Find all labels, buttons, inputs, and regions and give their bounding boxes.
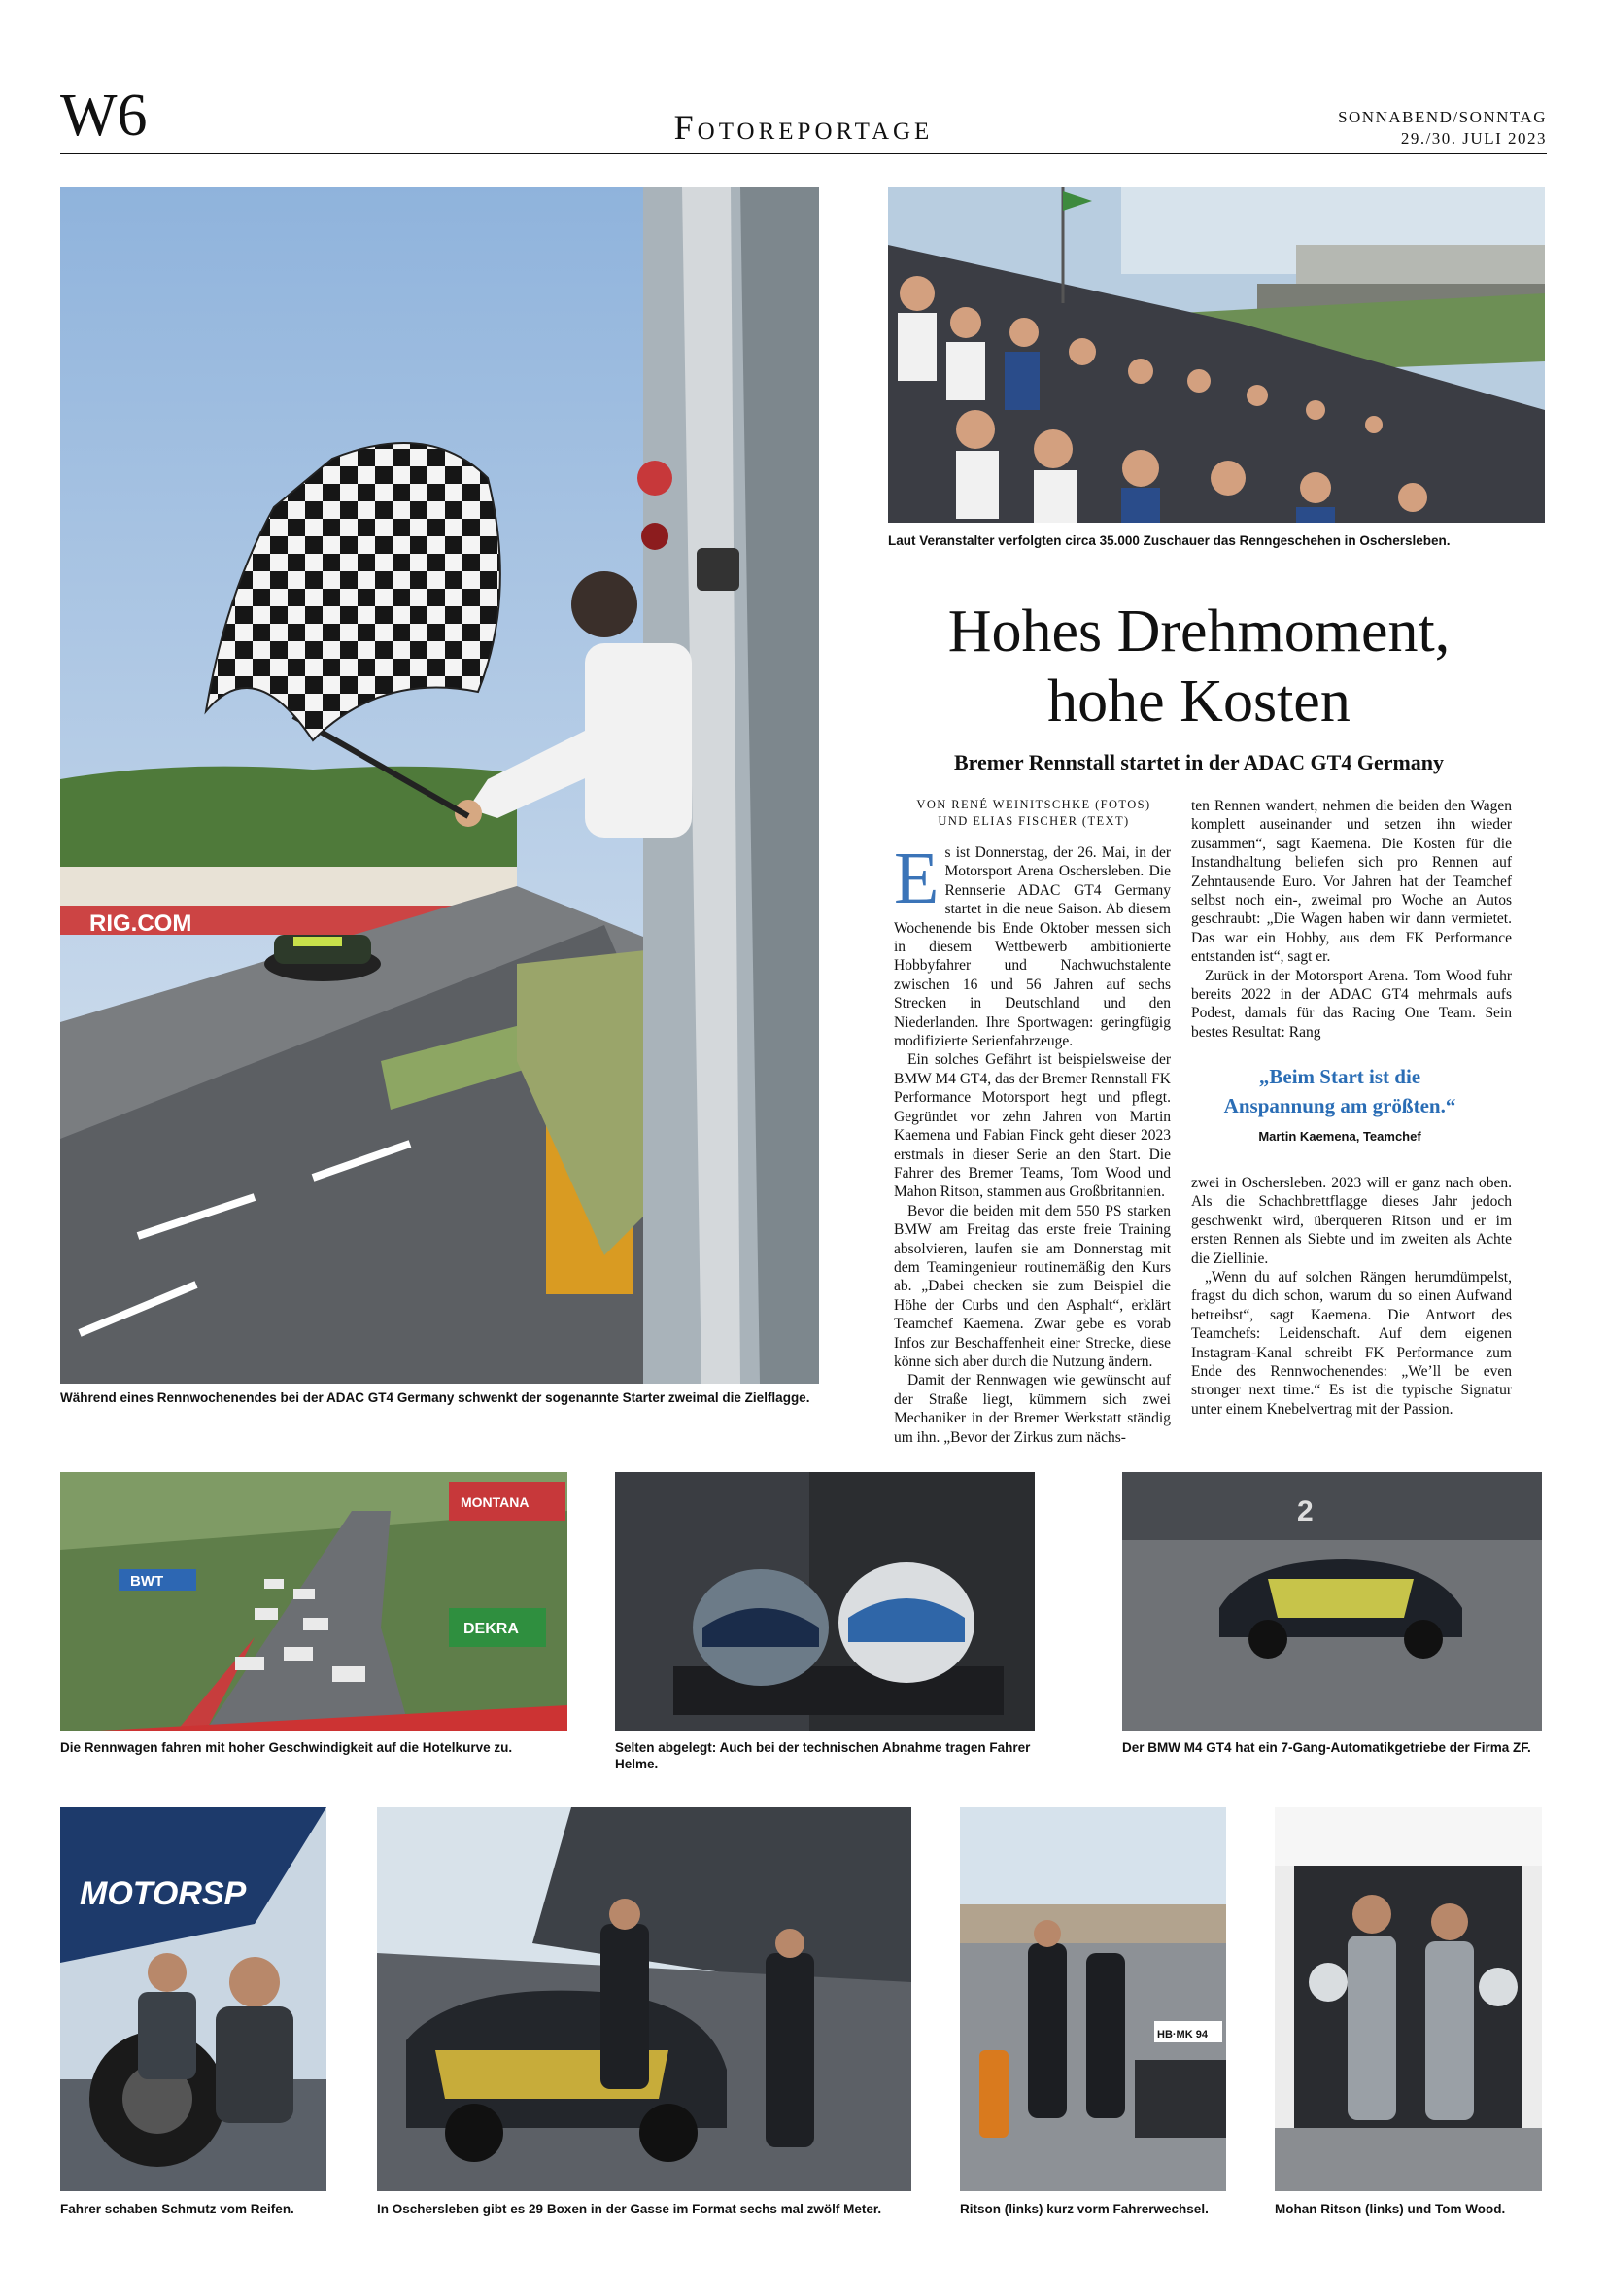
- headline-line2: hohe Kosten: [1047, 668, 1351, 735]
- article-paragraph: „Wenn du auf solchen Rängen herumdümpelst, fragst du dich schon, warum du so einen Aufwand betreibst“, sagt Kaemena. Die Antwort des Teamchefs: Leidenschaft. Auf dem eigenen Instagram-Kanal schreibt FK Performance zum Ende des Rennwochenendes: „We’ll be even stronger next time.“ Es ist die typische Signatur unter einem Knebelvertrag mit der Passion.: [1191, 1269, 1512, 1418]
- photo-tires: [60, 1807, 326, 2191]
- photo-hotelkurve: [60, 1472, 567, 1731]
- photo-pit-boxes: [377, 1807, 911, 2191]
- photo-drivers: [1275, 1807, 1542, 2191]
- track-sign: RIG.COM: [89, 910, 192, 937]
- dropcap: E: [894, 838, 940, 919]
- byline: [888, 797, 1180, 830]
- section-title: Fotoreportage: [673, 108, 934, 147]
- byline-line2: UND ELIAS FISCHER (TEXT): [938, 814, 1130, 828]
- dekra-sign: DEKRA: [463, 1621, 519, 1637]
- photo-checkered-flag: [60, 187, 819, 1384]
- article-paragraph: Zurück in der Motorsport Arena. Tom Wood fuhr bereits 2022 in der ADAC GT4 mehrmals aufs Podest, damals für das Racing One Team. Sein bestes Resultat: Rang: [1191, 967, 1512, 1041]
- article-paragraph: ten Rennen wandert, nehmen die beiden den Wagen komplett auseinander und setzen ihn wieder zusammen“, sagt Kaemena. Die Kosten für die Instandhaltung beliefen sich pro Rennen auf Zehntausende Euro. Vor Jahren hat der Teamchef selbst noch ein-, zweimal pro Woche an Autos geschraubt: „Die Wagen haben wir dann vermietet. Das war ein Hobby, aus dem FK Performance entstanden ist“, sagt er.: [1191, 798, 1512, 966]
- article-paragraph: Damit der Rennwagen wie gewünscht auf der Straße liegt, kümmern sich zwei Mechaniker in der Bremer Werkstatt ständig um ihn. „Bevor der Zirkus zum nächs-: [894, 1372, 1171, 1446]
- license-plate: HB·MK 94: [1157, 2029, 1208, 2040]
- photo-helmets: [615, 1472, 1035, 1731]
- page-number: W6: [60, 83, 148, 149]
- article-column-2-top: [1191, 797, 1512, 1042]
- caption-bmw: Der BMW M4 GT4 hat ein 7-Gang-Automatikgetriebe der Firma ZF.: [1122, 1740, 1531, 1755]
- quote-line1: „Beim Start ist die: [1258, 1065, 1421, 1088]
- article-column-2-bottom: [1191, 1174, 1512, 1419]
- article-paragraph: Ein solches Gefährt ist beispielsweise der BMW M4 GT4, das der Bremer Rennstall FK Performance Motorsport hegt und pflegt. Gegründet vor zehn Jahren von Martin Kaemena und Fabian Finck geht dieser 2023 erstmals in dieser Serie an den Start. Die Fahrer des Bremer Teams, Tom Wood und Mahon Ritson, stammen aus Großbritannien.: [894, 1051, 1171, 1201]
- car-number-sign: 2: [1297, 1495, 1314, 1527]
- date-line1: SONNABEND/SONNTAG: [1338, 108, 1547, 126]
- article-subhead: Bremer Rennstall startet in der ADAC GT4 Germany: [953, 750, 1445, 774]
- photo-ritson: [960, 1807, 1226, 2191]
- caption-helmets: Selten abgelegt: Auch bei der technischen Abnahme tragen Fahrer Helme.: [615, 1740, 1031, 1771]
- paragraph-text: s ist Donnerstag, der 26. Mai, in der Motorsport Arena Oschersleben. Die Rennserie ADAC GT4 Germany startet in die neue Saison. Ab diesem Wochenende bis Ende Oktober messen sich in diesem Wettbewerb ambitionierte Hobbyfahrer und Nachwuchstalente zwischen 16 und 56 Jahren auf sechs Strecken in Deutschland und den Niederlanden. Ihre Sportwagen: geringfügig modifizierte Serienfahrzeuge.: [894, 844, 1171, 1050]
- motorsport-sign: MOTORSP: [80, 1875, 247, 1912]
- caption-crowd: Laut Veranstalter verfolgten circa 35.000 Zuschauer das Renngeschehen in Oschersleben.: [888, 533, 1451, 548]
- montana-sign: MONTANA: [461, 1494, 530, 1510]
- article-paragraph: zwei in Oschersleben. 2023 will er ganz nach oben. Als die Schachbrettflagge dieses Jahr jedoch geschwenkt wird, überqueren Ritson und er im ersten Rennen als Siebte und im zweiten als Achte die Ziellinie.: [1191, 1175, 1512, 1267]
- caption-hotelkurve: Die Rennwagen fahren mit hoher Geschwindigkeit auf die Hotelkurve zu.: [60, 1740, 513, 1755]
- photo-bmw-m4: [1122, 1472, 1542, 1731]
- caption-boxes: In Oschersleben gibt es 29 Boxen in der Gasse im Format sechs mal zwölf Meter.: [377, 2202, 882, 2216]
- pull-quote: [1170, 1062, 1510, 1120]
- quote-source: Martin Kaemena, Teamchef: [1258, 1129, 1421, 1144]
- article-paragraph: Bevor die beiden mit dem 550 PS starken BMW am Freitag das erste freie Training absolvieren, laufen sie am Donnerstag mit dem Teamingenieur routinemäßig den Kurs ab. „Dabei checken sie zum Beispiel die Höhe der Curbs und den Asphalt“, erklärt Teamchef Kaemena. Zwar gebe es vorab Infos zur Beschaffenheit einer Strecke, diese könne sich aber durch die Nutzung ändern.: [894, 1202, 1171, 1370]
- quote-line2: Anspannung am größten.“: [1223, 1094, 1456, 1117]
- article-column-1: [894, 838, 1171, 1446]
- headline-line1: Hohes Drehmoment,: [947, 599, 1451, 665]
- bwt-sign: BWT: [130, 1573, 164, 1590]
- caption-drivers: Mohan Ritson (links) und Tom Wood.: [1275, 2202, 1506, 2216]
- article-paragraph: [894, 838, 1171, 1050]
- caption-tires: Fahrer schaben Schmutz vom Reifen.: [60, 2202, 294, 2216]
- caption-flag: Während eines Rennwochenendes bei der ADAC GT4 Germany schwenkt der sogenannte Starter zweimal die Zielflagge.: [60, 1390, 810, 1405]
- caption-ritson: Ritson (links) kurz vorm Fahrerwechsel.: [960, 2202, 1209, 2216]
- byline-line1: VON RENÉ WEINITSCHKE (FOTOS): [916, 798, 1151, 811]
- date-line2: 29./30. JULI 2023: [1400, 129, 1547, 148]
- article-headline: [888, 597, 1510, 737]
- issue-date: [1338, 107, 1547, 150]
- header-rule: [60, 153, 1547, 154]
- photo-crowd: [888, 187, 1545, 523]
